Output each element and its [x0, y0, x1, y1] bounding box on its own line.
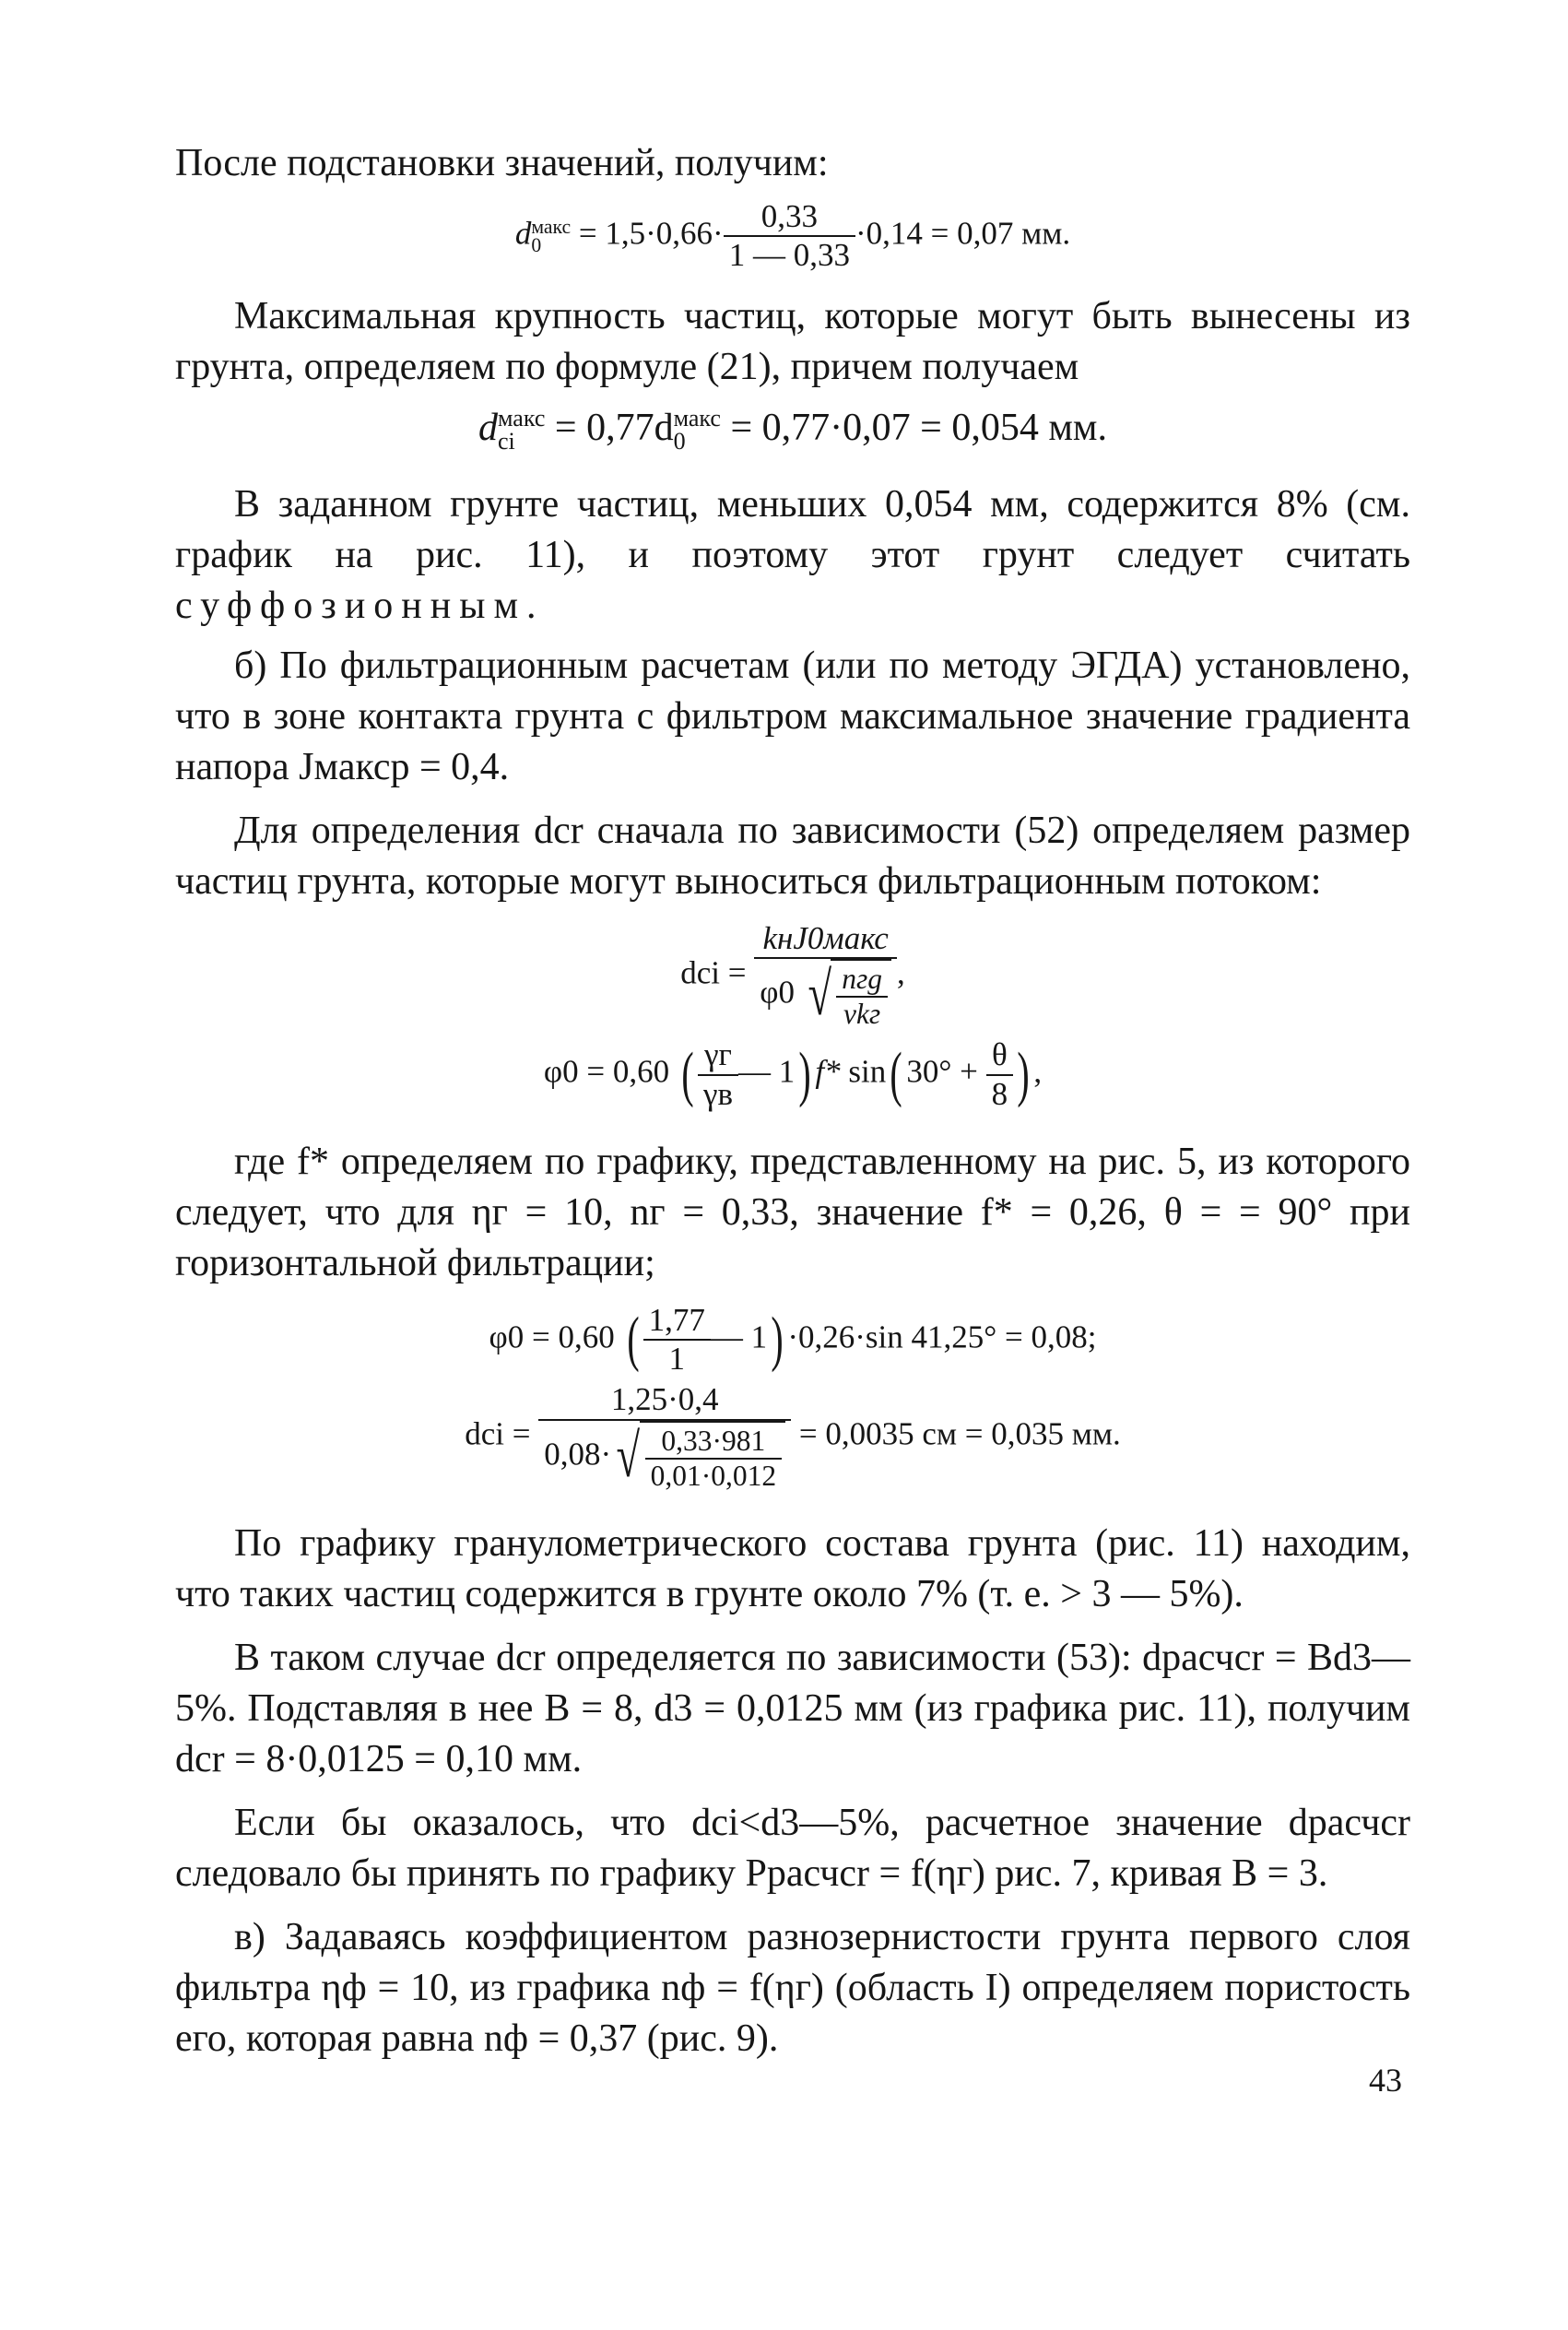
- equation-phi0-value: φ0 = 0,60 ( $\frac{1,77}{1}$ — 1) ·0,26·sin 41,25° = 0,08;: [489, 1301, 1097, 1378]
- equation-phi0-general: φ0 = 0,60 ( $\frac{\gamma г}{\gamma в}$ — 1) f* sin( 30° + $\frac{\theta}{8}$ ) ,: [543, 1036, 1043, 1112]
- paragraph-dcr-definition: Для определения dcr сначала по зависимости (52) определяем размер частиц грунта, которые могут выноситься фильтрационным потоком:: [175, 809, 1410, 903]
- equation-dci-general: dci = kнJ0макс φ0 √ $\frac{\text{nгg}}{\text{νkг}}$ ,: [680, 919, 905, 1031]
- page-body: [175, 138, 1410, 2064]
- paragraph-f-star: где f* определяем по графику, представленному на рис. 5, из которого следует, что для ηг = 10, nг = 0,33, значение f* = 0,26, θ = = 90° при горизонтальной фильтрации;: [175, 1140, 1410, 1284]
- paragraph-alternative: Если бы оказалось, что dci<d3—5%, расчетное значение dрасчcr следовало бы принять по графику Pрасчcr = f(ηг) рис. 7, кривая B = 3.: [175, 1801, 1410, 1895]
- paragraph-granulometric: По графику гранулометрического состава грунта (рис. 11) находим, что таких частиц содержится в грунте около 7% (т. е. > 3 — 5%).: [175, 1521, 1410, 1615]
- paragraph-dcr-case: В таком случае dcr определяется по зависимости (53): dрасчcr = Bd3—5%. Подставляя в нее B = 8, d3 = 0,0125 мм (из графика рис. 11), получим dcr = 8·0,0125 = 0,10 мм.: [175, 1636, 1410, 1780]
- equation-dci-value: dci = 1,25·0,4 0,08·√ $\frac{0,33\cdot 981}{0,01\cdot 0,012}$ = 0,0035 см = 0,035 мм.: [465, 1381, 1121, 1492]
- sqrt-sign: √: [808, 960, 831, 1028]
- paragraph-max-size: Максимальная крупность частиц, которые могут быть вынесены из грунта, определяем по формуле (21), причем получаем: [175, 294, 1410, 388]
- page-number: 43: [1369, 2062, 1402, 2099]
- paragraph-suffosion: В заданном грунте частиц, меньших 0,054 мм, содержится 8% (см. график на рис. 11), и поэтому этот грунт следует считать суффозионным.: [175, 482, 1410, 627]
- sqrt-sign: √: [616, 1422, 641, 1490]
- equation-dci-max: d макс ci = 0,77d макс 0 = 0,77·0,07 = 0,054 мм.: [477, 405, 1107, 455]
- intro-text: После подстановки значений, получим:: [175, 142, 829, 184]
- paragraph-b-filtration: б) По фильтрационным расчетам (или по методу ЭГДА) установлено, что в зоне контакта грунта с фильтром максимальное значение градиента напора Jмаксp = 0,4.: [175, 644, 1410, 788]
- paragraph-c-porosity: в) Задаваясь коэффициентом разнозернистости грунта первого слоя фильтра ηф = 10, из графика nф = f(ηг) (область I) определяем пористость его, которая равна nф = 0,37 (рис. 9).: [175, 1915, 1410, 2060]
- equation-d0-max: d макс 0 = 1,5·0,66· $\frac{0,33}{1 — 0,33}$ ·0,14 = 0,07 мм.: [514, 198, 1071, 274]
